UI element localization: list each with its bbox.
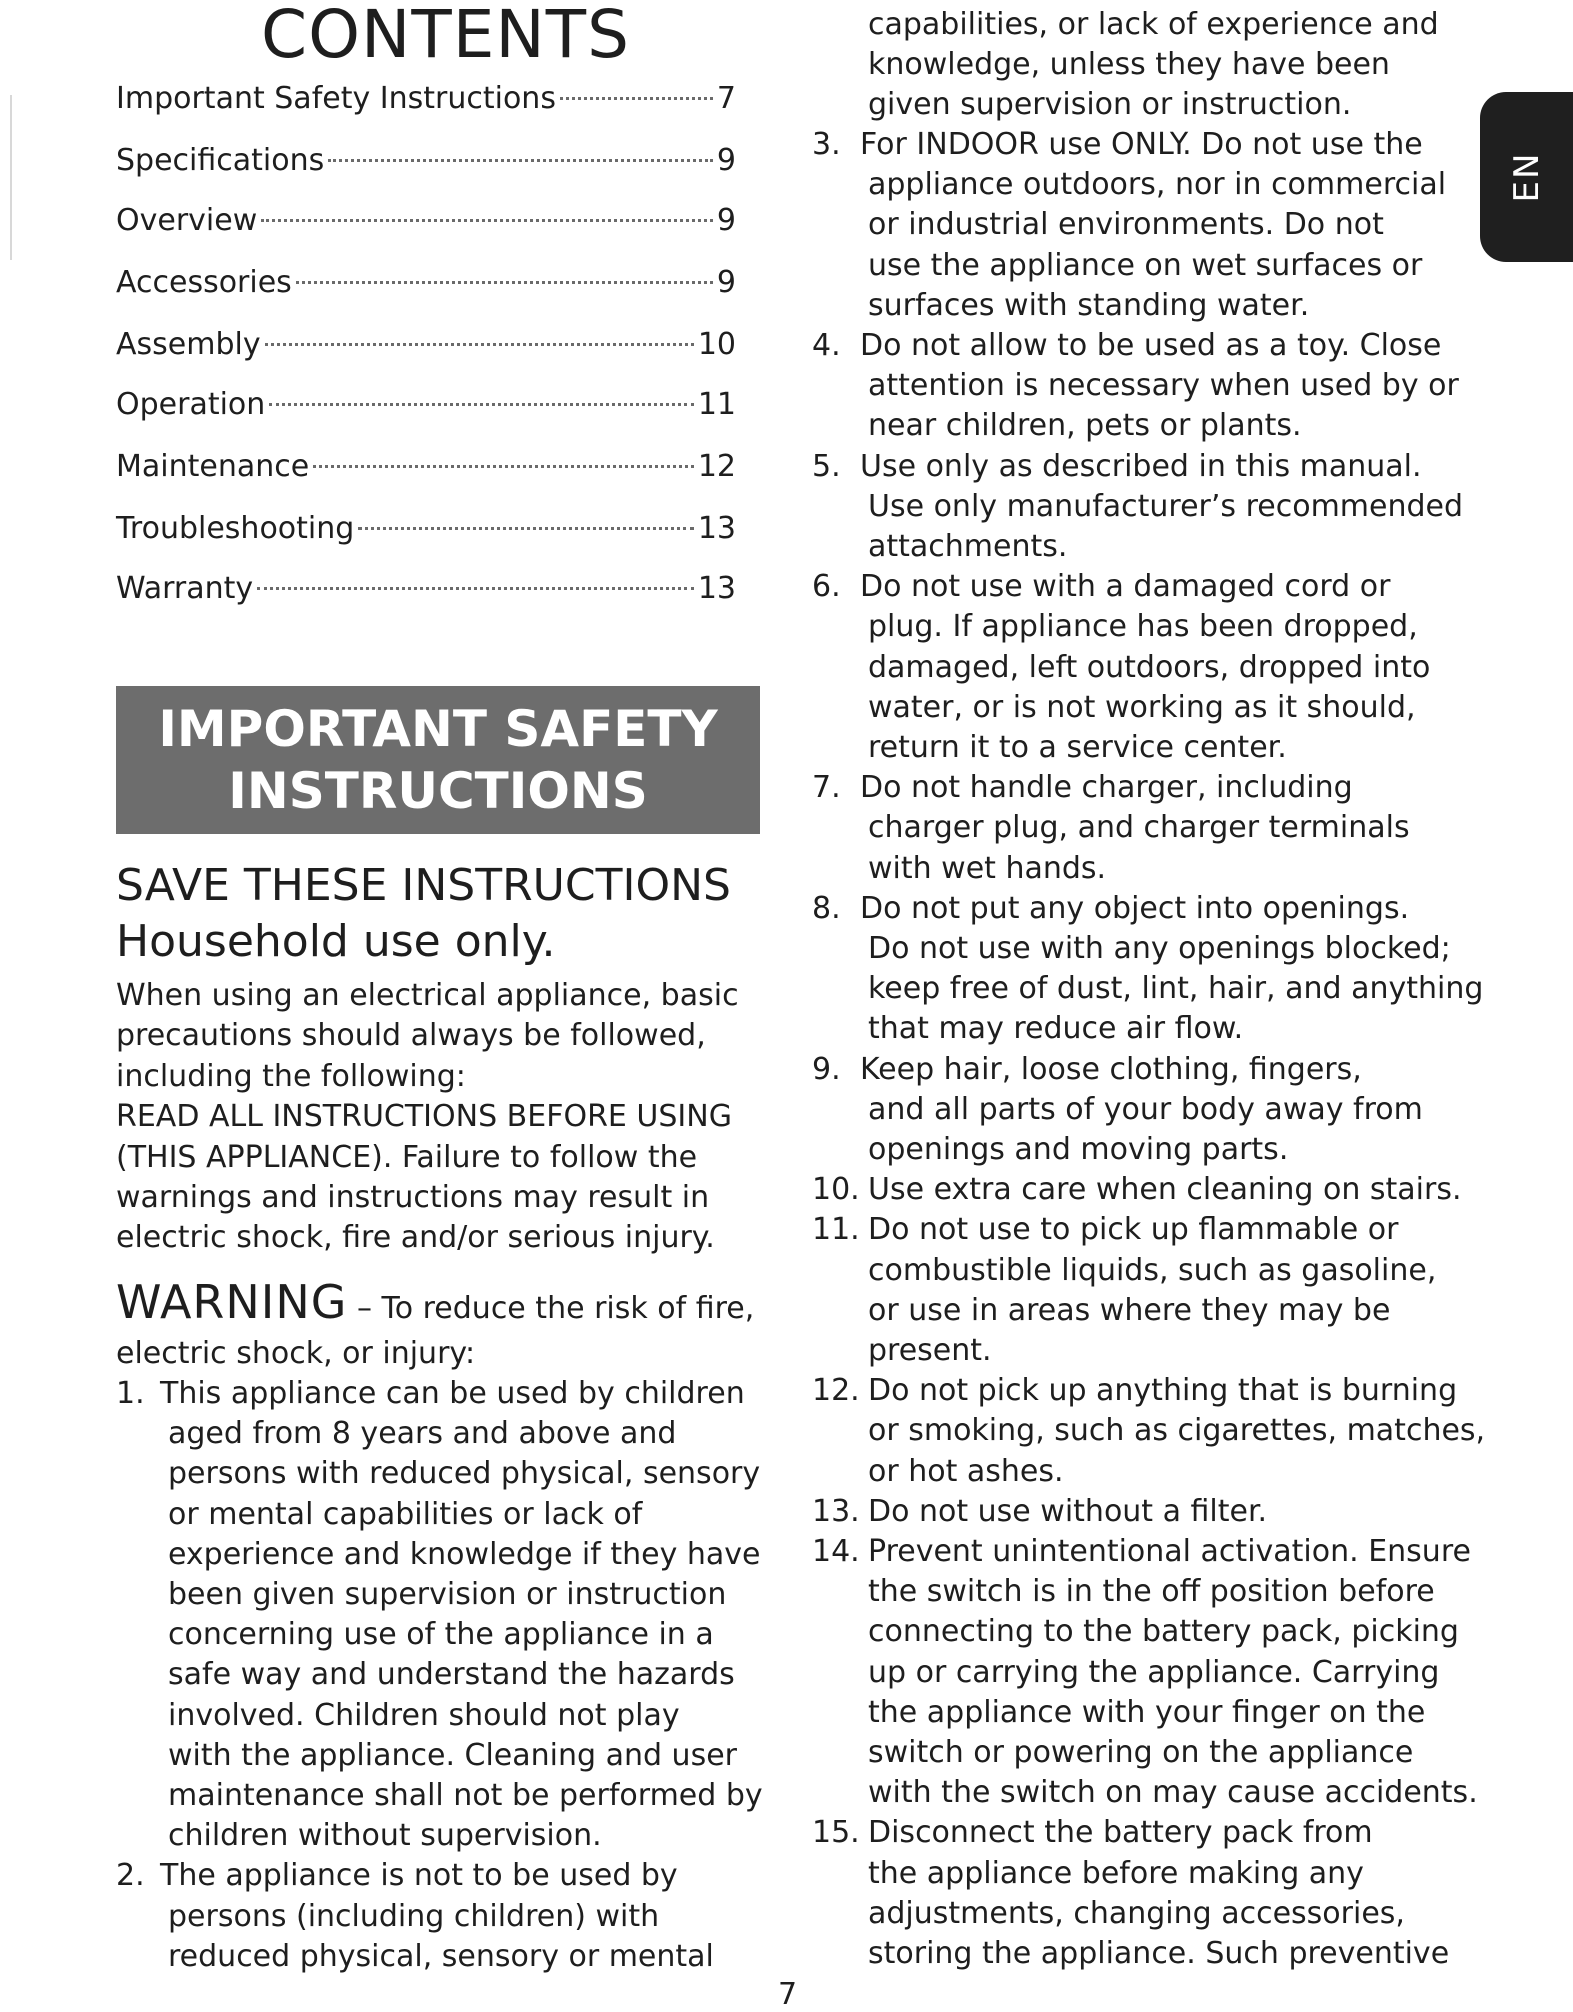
warning-text-line2: electric shock, or injury:	[116, 1336, 476, 1371]
toc-leader-dots	[257, 587, 694, 590]
list-item-line: Do not use with a damaged cord or	[860, 569, 1391, 605]
list-item-number: 4.	[812, 328, 841, 363]
intro-line: electric shock, fire and/or serious injury.	[116, 1220, 715, 1256]
list-item-text	[160, 1856, 714, 1977]
toc-entry	[116, 508, 736, 550]
list-item-line: keep free of dust, lint, hair, and anything	[868, 971, 1484, 1007]
toc-entry-label: Important Safety Instructions	[116, 81, 556, 116]
list-item-line: concerning use of the appliance in a	[168, 1617, 714, 1653]
toc-leader-dots	[560, 97, 713, 100]
continued-line: given supervision or instruction.	[868, 87, 1352, 123]
toc-entry-page: 9	[716, 143, 736, 178]
list-item-number: 10.	[812, 1172, 860, 1208]
list-item-number: 8.	[812, 890, 841, 926]
toc-entry	[116, 78, 736, 120]
toc-entry-label: Maintenance	[116, 449, 310, 484]
continued-line: knowledge, unless they have been	[868, 47, 1390, 83]
list-item-line: maintenance shall not be performed by	[168, 1778, 763, 1814]
toc-leader-dots	[269, 403, 694, 406]
list-item-number: 9.	[812, 1051, 841, 1087]
list-item-line: the switch is in the off position before	[868, 1574, 1435, 1610]
list-item-line: with the appliance. Cleaning and user	[168, 1737, 737, 1773]
toc-entry	[116, 140, 736, 182]
toc-entry-label: Operation	[116, 387, 266, 422]
intro-line: (THIS APPLIANCE). Failure to follow the	[116, 1139, 698, 1175]
toc-entry-label: Troubleshooting	[116, 511, 355, 546]
list-item-text	[160, 1374, 763, 1856]
list-item-number: 13.	[812, 1493, 860, 1529]
save-instructions-heading: SAVE THESE INSTRUCTIONS	[116, 860, 731, 911]
list-item-line: Do not handle charger, including	[860, 770, 1353, 806]
list-item-line: Do not allow to be used as a toy. Close	[860, 328, 1442, 363]
list-item-line: children without supervision.	[168, 1818, 602, 1854]
list-item-line: damaged, left outdoors, dropped into	[868, 649, 1431, 685]
list-item-line: near children, pets or plants.	[868, 408, 1302, 444]
list-item-number: 7.	[812, 770, 841, 806]
toc-entry-label: Specifications	[116, 143, 325, 178]
toc-entry-page: 7	[716, 81, 736, 116]
list-item-text	[868, 1170, 1462, 1210]
list-item-line: attachments.	[868, 529, 1068, 564]
list-item-line: attention is necessary when used by or	[868, 368, 1459, 404]
list-item-line: Use only manufacturer’s recommended	[868, 488, 1464, 524]
list-item-line: Do not put any object into openings.	[860, 890, 1410, 926]
toc-entry-label: Assembly	[116, 327, 261, 362]
toc-leader-dots	[261, 219, 713, 222]
toc-entry-page: 12	[697, 449, 736, 484]
list-item-line: surfaces with standing water.	[868, 287, 1310, 323]
list-item-line: or industrial environments. Do not	[868, 207, 1384, 243]
list-item-line: the appliance with your finger on the	[868, 1694, 1426, 1730]
margin-rule	[10, 95, 12, 260]
list-item-line: water, or is not working as it should,	[868, 689, 1416, 725]
toc-entry	[116, 446, 736, 488]
list-item-line: plug. If appliance has been dropped,	[868, 609, 1418, 645]
list-item-line: or use in areas where they may be	[868, 1292, 1391, 1328]
list-item-line: or hot ashes.	[868, 1453, 1064, 1489]
toc-entry	[116, 568, 736, 610]
list-item-text	[860, 326, 1459, 447]
list-item-number: 15.	[812, 1815, 860, 1851]
intro-line: precautions should always be followed,	[116, 1018, 706, 1054]
list-item-line: Use extra care when cleaning on stairs.	[868, 1172, 1462, 1208]
intro-line: READ ALL INSTRUCTIONS BEFORE USING	[116, 1099, 732, 1135]
list-item-text	[868, 1532, 1478, 1813]
list-item-number: 2.	[116, 1858, 145, 1894]
list-item-text	[868, 1813, 1449, 1974]
toc-leader-dots	[328, 159, 713, 162]
list-item-line: storing the appliance. Such preventive	[868, 1936, 1450, 1971]
list-item-text	[860, 447, 1463, 568]
warning-text: – To reduce the risk of fire,	[347, 1291, 755, 1326]
toc-entry-label: Accessories	[116, 265, 292, 300]
safety-banner	[116, 686, 760, 834]
list-item-number: 14.	[812, 1534, 860, 1569]
list-item-text	[860, 125, 1446, 326]
language-tab	[1480, 92, 1573, 262]
intro-line: including the following:	[116, 1058, 466, 1094]
list-item-text	[868, 1371, 1485, 1492]
intro-line: When using an electrical appliance, basic	[116, 978, 739, 1013]
warning-heading	[116, 1275, 755, 1329]
list-item-text	[860, 567, 1430, 768]
list-item-line: Keep hair, loose clothing, fingers,	[860, 1051, 1362, 1087]
list-item-line: combustible liquids, such as gasoline,	[868, 1252, 1437, 1288]
list-item-number: 11.	[812, 1212, 860, 1248]
safety-banner-line2: INSTRUCTIONS	[228, 762, 648, 820]
toc-entry	[116, 324, 736, 366]
list-item-line: Disconnect the battery pack from	[868, 1815, 1373, 1851]
list-item-line: connecting to the battery pack, picking	[868, 1614, 1459, 1650]
continued-line: capabilities, or lack of experience and	[868, 7, 1439, 42]
list-item-line: Use only as described in this manual.	[860, 448, 1422, 484]
list-item-line: openings and moving parts.	[868, 1132, 1289, 1167]
toc-entry	[116, 384, 736, 426]
list-item-line: experience and knowledge if they have	[168, 1536, 761, 1572]
list-item-line: and all parts of your body away from	[868, 1091, 1423, 1127]
list-item-line: aged from 8 years and above and	[168, 1416, 677, 1452]
toc-leader-dots	[296, 281, 713, 284]
page-number: 7	[778, 1977, 798, 2012]
list-item-number: 3.	[812, 127, 841, 162]
list-item-number: 12.	[812, 1373, 860, 1409]
toc-entry-page: 9	[716, 265, 736, 300]
list-item-line: persons (including children) with	[168, 1898, 660, 1934]
warning-word: WARNING	[116, 1275, 348, 1329]
toc-leader-dots	[265, 343, 694, 346]
list-item-line: adjustments, changing accessories,	[868, 1895, 1405, 1931]
list-item-line: safe way and understand the hazards	[168, 1657, 735, 1693]
list-item-line: or smoking, such as cigarettes, matches,	[868, 1413, 1486, 1449]
list-item-number: 6.	[812, 569, 841, 605]
toc-entry-page: 11	[697, 387, 736, 422]
list-item-line: with the switch on may cause accidents.	[868, 1775, 1478, 1811]
list-item-line: involved. Children should not play	[168, 1697, 680, 1733]
list-item-line: persons with reduced physical, sensory	[168, 1456, 761, 1492]
list-item-line: appliance outdoors, nor in commercial	[868, 167, 1447, 203]
list-item-line: This appliance can be used by children	[160, 1376, 745, 1411]
list-item-number: 1.	[116, 1376, 145, 1411]
list-item-line: Do not use without a filter.	[868, 1493, 1268, 1529]
list-item-line: return it to a service center.	[868, 730, 1287, 765]
list-item-text	[860, 889, 1483, 1050]
toc-leader-dots	[313, 465, 694, 468]
intro-line: warnings and instructions may result in	[116, 1180, 710, 1215]
list-item-text	[868, 1492, 1267, 1532]
list-item-line: The appliance is not to be used by	[160, 1858, 678, 1894]
toc-entry-page: 13	[697, 571, 736, 606]
toc-leader-dots	[358, 527, 694, 530]
list-item-line: Do not use to pick up flammable or	[868, 1212, 1399, 1248]
list-item-number: 5.	[812, 448, 841, 484]
list-item-line: with wet hands.	[868, 850, 1107, 886]
list-item-line: switch or powering on the appliance	[868, 1735, 1414, 1771]
toc-entry	[116, 262, 736, 304]
language-tab-label: EN	[1506, 151, 1547, 203]
list-item-text	[860, 768, 1410, 889]
list-item-line: that may reduce air flow.	[868, 1011, 1244, 1047]
contents-title: CONTENTS	[261, 0, 631, 73]
safety-banner-line1: IMPORTANT SAFETY	[158, 700, 718, 758]
toc-entry-label: Warranty	[116, 571, 254, 606]
list-item-line: present.	[868, 1333, 992, 1368]
list-item-line: Do not use with any openings blocked;	[868, 931, 1451, 966]
toc-entry-page: 13	[697, 511, 736, 546]
list-item-line: up or carrying the appliance. Carrying	[868, 1654, 1440, 1690]
list-item-line: Do not pick up anything that is burning	[868, 1373, 1458, 1409]
list-item-line: been given supervision or instruction	[168, 1577, 727, 1613]
list-item-line: or mental capabilities or lack of	[168, 1496, 643, 1532]
list-item-line: For INDOOR use ONLY. Do not use the	[860, 127, 1423, 162]
list-item-line: Prevent unintentional activation. Ensure	[868, 1534, 1471, 1569]
list-item-line: charger plug, and charger terminals	[868, 810, 1410, 846]
list-item-line: reduced physical, sensory or mental	[168, 1938, 714, 1974]
toc-entry	[116, 200, 736, 242]
toc-entry-page: 9	[716, 203, 736, 238]
toc-entry-label: Overview	[116, 203, 258, 238]
list-item-line: use the appliance on wet surfaces or	[868, 247, 1423, 283]
list-item-line: the appliance before making any	[868, 1855, 1364, 1891]
toc-entry-page: 10	[697, 327, 736, 362]
list-item-text	[860, 1050, 1423, 1171]
household-use-heading: Household use only.	[116, 916, 556, 967]
list-item-text	[868, 1210, 1436, 1371]
